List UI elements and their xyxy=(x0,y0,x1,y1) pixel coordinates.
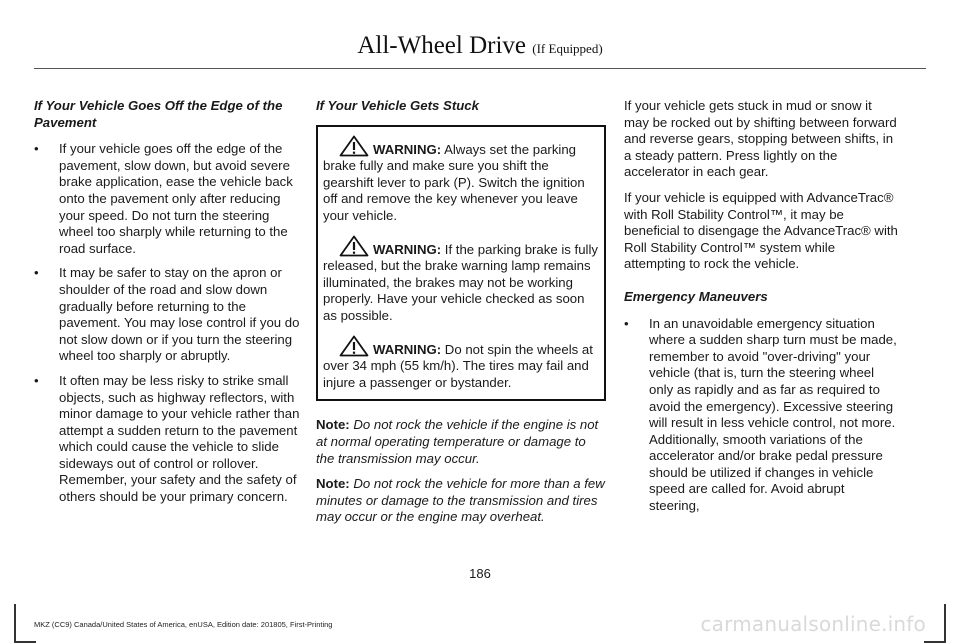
list-item-text: In an unavoidable emergency situation where a sudden sharp turn must be made, remember to avoid "over-driving" your vehicle (that is, turn the steering wheel only as rapidly and as far as required to avoid the emergency). Excessive steering will result in less vehicle control, not more. Additionally, smooth variations of the accelerator and/or brake pedal pressure should be utilized if changes in vehicle speed are called for. Avoid abrupt steering, xyxy=(649,315,897,514)
paragraph-advancetrac: If your vehicle is equipped with AdvanceTrac® with Roll Stability Control™, it may be beneficial to disengage the AdvanceTrac® with Roll Stability Control™ system while attempting to rock the vehicle. xyxy=(624,189,898,272)
bullet-marker: • xyxy=(34,372,39,388)
header-divider xyxy=(34,68,926,69)
bullet-marker: • xyxy=(34,265,39,281)
warning-triangle-icon xyxy=(339,235,369,257)
warning-item xyxy=(323,135,599,225)
column-1 xyxy=(34,98,304,514)
list-item-text: If your vehicle goes off the edge of the pavement, slow down, but avoid severe brake application, ease the vehicle back onto the pavement only after reducing your speed. Do not turn the steering wheel too sharply while returning to the road surface. xyxy=(59,141,293,256)
bullet-marker: • xyxy=(34,141,39,157)
note-item xyxy=(316,417,606,467)
edition-footer: MKZ (CC9) Canada/United States of America, enUSA, Edition date: 201805, First-Printing xyxy=(34,620,333,629)
warning-text: If the parking brake is fully released, but the brake warning lamp remains illuminated, the brakes may not be working properly. Have your vehicle checked as soon as possible. xyxy=(323,241,598,323)
bullet-list-emergency xyxy=(624,316,898,515)
column-2 xyxy=(316,98,606,535)
bullet-list-off-edge xyxy=(34,141,304,505)
warning-label: WARNING: xyxy=(373,341,442,357)
list-item xyxy=(34,265,304,365)
note-label: Note: xyxy=(316,417,350,433)
bullet-marker: • xyxy=(624,315,629,331)
note-label: Note: xyxy=(316,476,350,492)
crop-mark xyxy=(14,604,16,643)
paragraph-rocking: If your vehicle gets stuck in mud or snow it may be rocked out by shifting between forward and reverse gears, stopping between shifts, in a steady pattern. Press lightly on the accelerator in each gear. xyxy=(624,98,897,180)
section-heading-stuck: If Your Vehicle Gets Stuck xyxy=(316,98,479,113)
crop-mark xyxy=(944,604,946,643)
warning-text: Do not spin the wheels at over 34 mph (55 km/h). The tires may fail and injure a passenger or bystander. xyxy=(323,341,593,390)
warning-triangle-icon xyxy=(339,135,369,157)
warning-item xyxy=(323,235,599,325)
warning-label: WARNING: xyxy=(373,141,442,157)
header-title-suffix: (If Equipped) xyxy=(532,41,603,56)
warning-label: WARNING: xyxy=(373,241,442,257)
note-text: Do not rock the vehicle if the engine is not at normal operating temperature or damage to the transmission may occur. xyxy=(316,417,599,466)
column-3 xyxy=(624,98,898,523)
section-heading-emergency: Emergency Maneuvers xyxy=(624,288,768,304)
list-item-text: It often may be less risky to strike small objects, such as highway reflectors, with minor damage to your vehicle rather than attempt a sudden return to the pavement which could cause the vehicle to slide sideways out of control or rollover. Remember, your safety and the safety of others should be your primary concern. xyxy=(59,372,300,505)
header-title-text: All-Wheel Drive xyxy=(357,32,527,59)
note-item xyxy=(316,476,606,526)
warning-box xyxy=(316,125,606,402)
watermark-site: carmanualsonline.info xyxy=(700,612,926,636)
page-number: 186 xyxy=(469,566,491,581)
note-text: Do not rock the vehicle for more than a few minutes or damage to the transmission and tires may occur or the engine may overheat. xyxy=(316,476,605,525)
list-item xyxy=(34,373,304,506)
warning-item xyxy=(323,335,599,392)
warning-text: Always set the parking brake fully and make sure you shift the gearshift lever to park (P). Switch the ignition off and remove the key whenever you leave your vehicle. xyxy=(323,141,585,223)
list-item xyxy=(34,141,304,257)
section-heading-off-edge: If Your Vehicle Goes Off the Edge of the Pavement xyxy=(34,98,283,130)
page-header-title xyxy=(0,32,960,60)
list-item xyxy=(624,316,898,515)
list-item-text: It may be safer to stay on the apron or shoulder of the road and slow down gradually before returning to the pavement. You may lose control if you do not slow down or if you turn the steering wheel too sharply or abruptly. xyxy=(59,265,300,364)
warning-triangle-icon xyxy=(339,335,369,357)
